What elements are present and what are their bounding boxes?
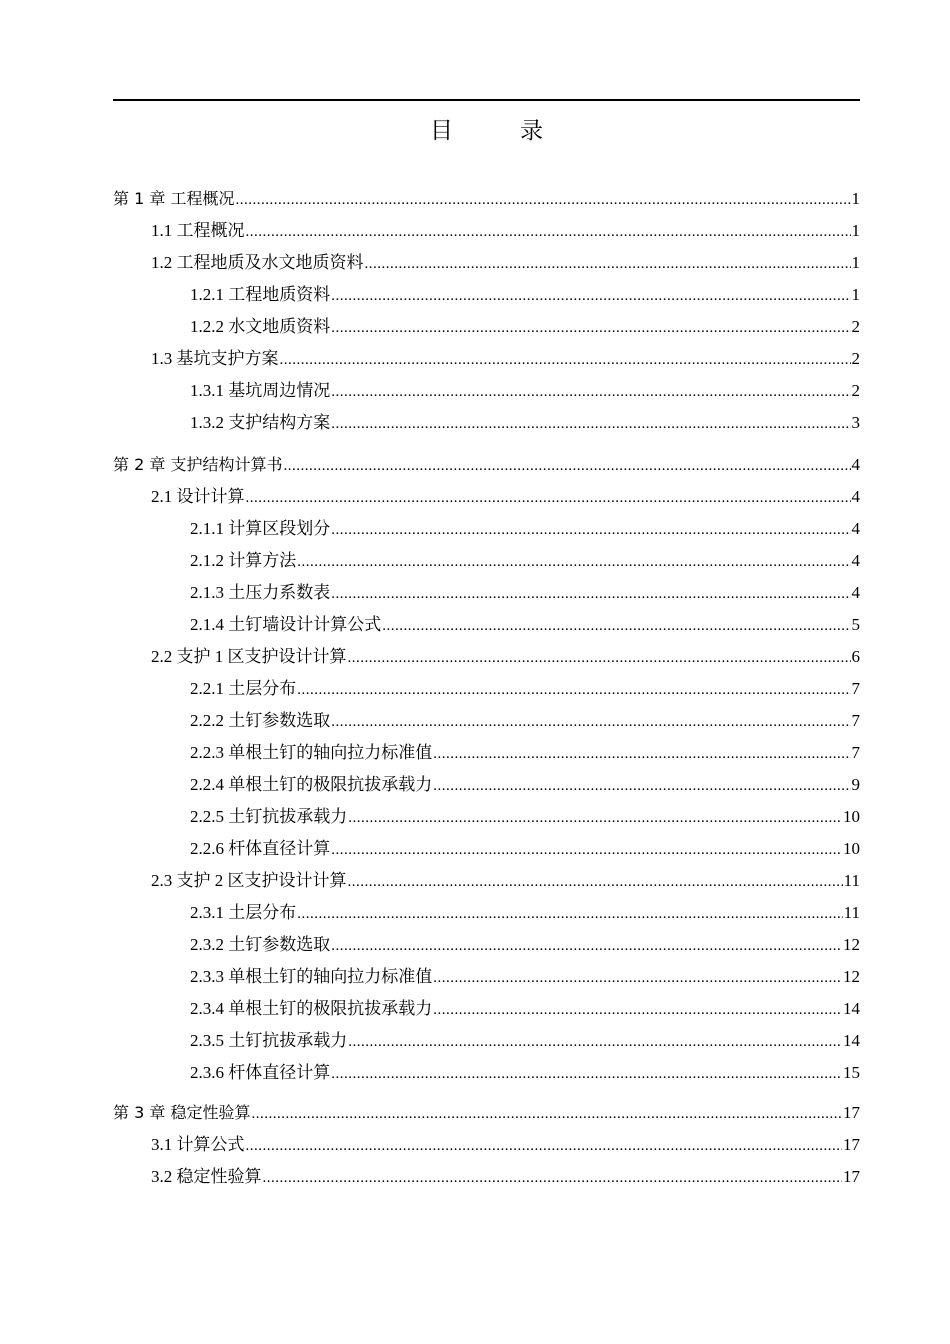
header-rule [113, 99, 860, 101]
toc-entry-title: 1.3.2 支护结构方案 [190, 413, 331, 432]
toc-entry-title: 1.2.1 工程地质资料 [190, 285, 331, 304]
toc-entry-title: 1.2.2 水文地质资料 [190, 317, 331, 336]
toc-entry[interactable] [113, 1130, 860, 1156]
toc-entry[interactable] [113, 610, 860, 636]
toc-entry-page: 4 [851, 583, 860, 602]
toc-entry-page: 4 [851, 455, 860, 474]
toc-dot-leader [331, 840, 842, 860]
toc-dot-leader [331, 286, 850, 306]
toc-entry[interactable] [113, 994, 860, 1020]
toc-dot-leader [283, 456, 850, 476]
toc-entry-title: 2.2 支护 1 区支护设计计算 [151, 647, 347, 666]
toc-entry-title: 2.1 设计计算 [151, 487, 245, 506]
toc-entry[interactable] [113, 770, 860, 796]
toc-entry[interactable] [113, 1162, 860, 1188]
toc-entry-title: 2.2.3 单根土钉的轴向拉力标准值 [190, 743, 433, 762]
toc-entry-title: 3.2 稳定性验算 [151, 1167, 262, 1186]
toc-entry-page: 1 [851, 221, 860, 240]
toc-entry-page: 4 [851, 551, 860, 570]
toc-entry[interactable] [113, 482, 860, 508]
toc-entry-page: 10 [843, 839, 860, 858]
toc-entry-page: 14 [843, 999, 860, 1018]
toc-entry[interactable] [113, 962, 860, 988]
toc-dot-leader [331, 382, 850, 402]
toc-entry[interactable] [113, 450, 860, 476]
toc-dot-leader [331, 520, 850, 540]
toc-entry-page: 12 [843, 935, 860, 954]
toc-dot-leader [348, 808, 842, 828]
toc-dot-leader [280, 350, 851, 370]
toc-dot-leader [331, 584, 850, 604]
toc-entry-page: 11 [843, 871, 860, 890]
toc-dot-leader [331, 712, 850, 732]
toc-entry[interactable] [113, 898, 860, 924]
toc-entry-title: 2.2.5 土钉抗拔承载力 [190, 807, 348, 826]
toc-entry[interactable] [113, 1098, 860, 1124]
toc-entry-page: 17 [843, 1135, 860, 1154]
toc-dot-leader [331, 414, 850, 434]
toc-dot-leader [246, 1136, 843, 1156]
toc-entry-title: 2.2.4 单根土钉的极限抗拔承载力 [190, 775, 433, 794]
toc-entry-page: 5 [851, 615, 860, 634]
toc-entry-title: 1.3 基坑支护方案 [151, 349, 279, 368]
toc-entry-title: 2.1.3 土压力系数表 [190, 583, 331, 602]
toc-entry-page: 7 [851, 743, 860, 762]
toc-entry-title: 2.3.5 土钉抗拔承载力 [190, 1031, 348, 1050]
toc-entry[interactable] [113, 184, 860, 210]
toc-entry[interactable] [113, 930, 860, 956]
toc-dot-leader [433, 1000, 842, 1020]
toc-dot-leader [433, 744, 850, 764]
toc-entry-title: 2.2.2 土钉参数选取 [190, 711, 331, 730]
toc-entry-page: 9 [851, 775, 860, 794]
toc-entry-page: 14 [843, 1031, 860, 1050]
toc-entry[interactable] [113, 706, 860, 732]
toc-entry-title: 2.3.3 单根土钉的轴向拉力标准值 [190, 967, 433, 986]
toc-entry-page: 11 [843, 903, 860, 922]
toc-entry-title: 2.1.1 计算区段划分 [190, 519, 331, 538]
toc-entry[interactable] [113, 344, 860, 370]
toc-entry[interactable] [113, 216, 860, 242]
toc-entry-page: 2 [851, 317, 860, 336]
toc-entry-title: 2.1.4 土钉墙设计计算公式 [190, 615, 382, 634]
toc-entry-page: 4 [851, 487, 860, 506]
toc-entry[interactable] [113, 280, 860, 306]
toc-entry-page: 17 [843, 1167, 860, 1186]
toc-dot-leader [246, 222, 851, 242]
toc-entry-page: 1 [851, 189, 860, 208]
toc-entry[interactable] [113, 248, 860, 274]
toc-entry-title: 第 1 章 工程概况 [113, 189, 235, 208]
page-title: 目 录 [430, 118, 565, 144]
toc-dot-leader [297, 552, 850, 572]
toc-entry-page: 15 [843, 1063, 860, 1082]
toc-dot-leader [433, 968, 842, 988]
toc-entry[interactable] [113, 376, 860, 402]
toc-dot-leader [297, 904, 842, 924]
toc-entry-page: 17 [843, 1103, 860, 1122]
toc-entry-title: 3.1 计算公式 [151, 1135, 245, 1154]
toc-dot-leader [246, 488, 851, 508]
toc-dot-leader [382, 616, 850, 636]
toc-entry[interactable] [113, 642, 860, 668]
toc-entry-page: 2 [851, 349, 860, 368]
toc-entry-title: 2.2.1 土层分布 [190, 679, 297, 698]
toc-dot-leader [297, 680, 850, 700]
toc-entry-page: 4 [851, 519, 860, 538]
toc-entry[interactable] [113, 802, 860, 828]
toc-entry[interactable] [113, 674, 860, 700]
toc-dot-leader [348, 648, 851, 668]
toc-entry[interactable] [113, 866, 860, 892]
toc-entry[interactable] [113, 1058, 860, 1084]
toc-entry[interactable] [113, 514, 860, 540]
toc-entry-title: 第 3 章 稳定性验算 [113, 1103, 251, 1122]
toc-entry-title: 2.3 支护 2 区支护设计计算 [151, 871, 347, 890]
toc-dot-leader [348, 872, 843, 892]
toc-dot-leader [433, 776, 850, 796]
toc-entry-page: 1 [851, 253, 860, 272]
toc-entry-title: 1.1 工程概况 [151, 221, 245, 240]
toc-entry-page: 3 [851, 413, 860, 432]
toc-dot-leader [365, 254, 851, 274]
toc-entry-page: 1 [851, 285, 860, 304]
toc-dot-leader [251, 1104, 842, 1124]
toc-entry-page: 10 [843, 807, 860, 826]
toc-entry-page: 7 [851, 711, 860, 730]
toc-entry[interactable] [113, 578, 860, 604]
toc-entry-title: 2.3.1 土层分布 [190, 903, 297, 922]
toc-entry-page: 2 [851, 381, 860, 400]
toc-dot-leader [263, 1168, 843, 1188]
toc-entry-title: 2.1.2 计算方法 [190, 551, 297, 570]
toc-dot-leader [331, 936, 842, 956]
toc-entry[interactable] [113, 408, 860, 434]
toc-entry[interactable] [113, 546, 860, 572]
toc-dot-leader [331, 318, 850, 338]
toc-entry[interactable] [113, 312, 860, 338]
toc-dot-leader [348, 1032, 842, 1052]
toc-dot-leader [331, 1064, 842, 1084]
toc-entry-title: 1.2 工程地质及水文地质资料 [151, 253, 364, 272]
toc-entry-page: 12 [843, 967, 860, 986]
toc-entry-title: 第 2 章 支护结构计算书 [113, 455, 283, 474]
toc-entry-title: 1.3.1 基坑周边情况 [190, 381, 331, 400]
toc-entry-title: 2.3.6 杆体直径计算 [190, 1063, 331, 1082]
toc-entry-page: 6 [851, 647, 860, 666]
toc-entry-title: 2.3.4 单根土钉的极限抗拔承载力 [190, 999, 433, 1018]
toc-entry[interactable] [113, 1026, 860, 1052]
toc-entry[interactable] [113, 738, 860, 764]
toc-entry-title: 2.3.2 土钉参数选取 [190, 935, 331, 954]
toc-entry-title: 2.2.6 杆体直径计算 [190, 839, 331, 858]
toc-entry-page: 7 [851, 679, 860, 698]
toc-dot-leader [235, 190, 850, 210]
toc-entry[interactable] [113, 834, 860, 860]
